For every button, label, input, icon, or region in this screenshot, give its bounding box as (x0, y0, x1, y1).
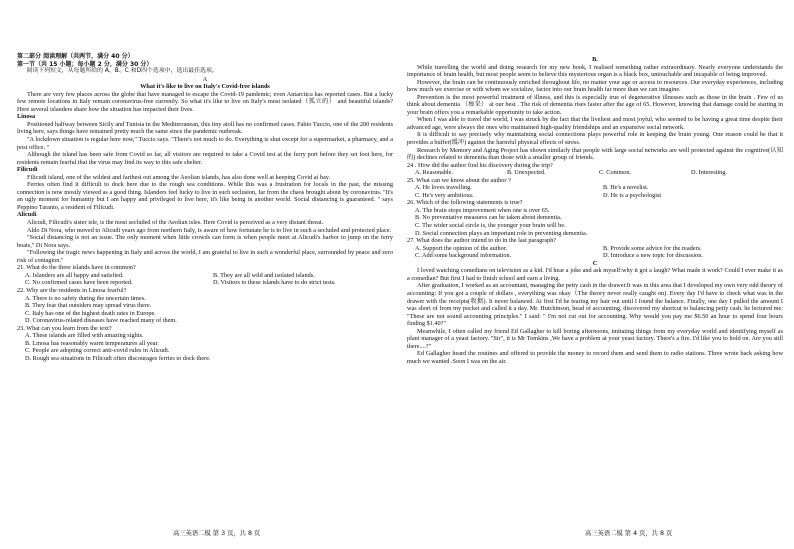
option: C. Italy has one of the highest death rates in Europe. (25, 309, 156, 317)
option: A. He loves travelling. (415, 184, 472, 192)
option: C. No confirmed cases have been reported. (25, 279, 133, 287)
section-heading: 第一节（共 15 小题；每小题 2 分，满分 30 分） (17, 60, 153, 68)
options-24 (407, 169, 783, 177)
option: A. Support the opinion of the author. (415, 244, 508, 252)
passage-a-title: What it's like to live on Italy's Covid-free islands (140, 83, 270, 91)
option: A. Reasonable. (415, 169, 454, 177)
options-21 (17, 272, 393, 287)
part-heading: 第二部分 阅读理解（共两节，满分 40 分） (17, 53, 134, 60)
passage-a-paragraph: Ferries often find it difficult to dock here due to the rough sea conditions. While this was a frustration for locals in the past, the missing connection is now mostly viewed as a good thing. Islanders feel lucky to live in such seclusion, far from the chaos brought about by coronavirus. "It's an ugly moment for humanity but I am happy and privileged to live here, it's like being in another world. Social distancing is guaranteed. " says Peppino Taranto, a resident of Filicudi. (17, 181, 393, 211)
option: C. People are adopting correct anti-covid rules in Alicudi. (25, 347, 170, 355)
passage-a-paragraph: Although the island has been safe from Covid so far, all visitors are required to take a Covid test at the ferry port before they set foot here, for residents remain fearful that the virus may find its way to this safe shelter. (17, 151, 393, 166)
option: A. The brain stops improvement when one is over 65. (415, 206, 550, 214)
option: C. He's very ambitious. (415, 191, 474, 199)
option: D. Rough sea situations in Filicudi often discourages ferries to dock there. (25, 354, 211, 362)
question-25: 25. What can we know about the author ? (407, 176, 511, 184)
question-23: 23. What can you learn from the text? (17, 324, 112, 332)
question-24: 24 . How did the author find his discovery during the trip? (407, 161, 553, 169)
passage-c-paragraph: After graduation, I worked as an accountant, managing the petty cash in the drawer.It was in this area that I developed my own very odd theory of accounting: If you got a couple of dollars , everything was okay（The theory never really caught on). Every day I'd have to check what was in the drawer with the receipts(收据). It never balanced. At first I'd be tearing my hair out until I found the balance. Finally, one day I pulled the amount I was short of from my pocket and called it a day. Mr. Hutchinson, head of accounting, discovered my shortcut to balancing petty cash. he lectured me: "These are not sound accounting principles." I said: " I'm not cut out for accounting. Why would you pay me $6.50 an hour to spend four hours finding $1.40?" (407, 282, 783, 328)
option: B. Provide some advice for the readers. (603, 244, 702, 252)
question-26: 26. Which of the following statements is true? (407, 199, 523, 207)
option: D. Coronavirus-related diseases have reached many of them. (25, 317, 177, 325)
options-27 (407, 245, 783, 260)
passage-a-paragraph: Aldo Di Nora, who moved to Alicudi years ago from northern Italy, is aware of how fortunate he is to live in such a secluded and protected place. (27, 226, 392, 234)
passage-b-paragraph: When I was able to travel the world, I was struck by the fact that the liveliest and most joyful, who seemed to be having a great time despite their advanced age, were always the ones who maintained high-quality friendships and an expansive social network. (407, 116, 783, 131)
option: D. Introduce a new topic for discussion. (603, 252, 703, 260)
passage-b-paragraph: However, the brain can be continuously enriched throughout life, no matter your age or access to resources. Our everyday experiences, including how much we exercise or with whom we socialize, factor into our brain health far more than we can imagine. (407, 78, 783, 94)
options-25 (407, 184, 783, 199)
passage-a-paragraph: Positioned halfway between Sicily and Tunisia in the Mediterranean, this tiny atoll has no confirmed cases. Fabio Tuccio, one of the 200 residents living here, says things have remained pretty much the same since the pandemic outbreak. (17, 120, 393, 136)
passage-a-paragraph: "A lockdown situation is regular here now," Tuccio says. "There's not much to do. Everything is shut except for a supermarket, a pharmacy, and a post office. " (17, 136, 393, 151)
option: A. Islanders are all happy and satisfied. (25, 271, 124, 279)
passage-a-paragraph: "Following the tragic news happening in Italy and across the world, I am grateful to live in such a wonderful place, surrounded by peace and zero risk of contagion." (17, 249, 393, 264)
passage-c-paragraph: Meanwhile, I often called my friend Ed Gallagher to kill boring afternoons, imitating things from my everyday world and identifying myself as plant manager of a yeast factory. "Sir", it is Mr Tomkins ,We have a problem at your yeast factory. There's a fire. I'd like you to hold on. Are you still there....?" (407, 327, 783, 350)
option: B. He's a novelist. (603, 184, 649, 192)
passage-a-paragraph: Alicudi, Filicudi's sister isle, is the most secluded of the Aeolian isles. Here Covid is perceived as a very distant threat. (27, 219, 324, 227)
option: B. No preventative measures can be taken about dementia. (415, 214, 562, 222)
option: B. They are all wild and isolated islands. (213, 271, 315, 279)
right-page-column (407, 56, 783, 365)
subheading-alicudi: Alicudi (17, 211, 37, 219)
subheading-linosa: Linosa (17, 113, 36, 121)
passage-a-paragraph: There are very few places across the globe that have managed to escape the Covid-19 pandemic; even Antarctica has reported cases. But a lucky few remote locations in Italy remain coronavirus-free currently. So what it's like to live on Italy's most isolated（孤立的） and beautiful islands? Here several islanders share how the situation has impacted their lives. (17, 90, 393, 113)
option: D. He is a psychologist (603, 191, 662, 199)
page-footer-left: 高三英语二模 第 3 页，共 8 页 (173, 530, 261, 537)
question-22: 22. Why are the residents in Linosa fearful? (17, 286, 127, 294)
passage-c-paragraph: I loved watching comedians on television as a kid. I'd hear a joke and ask myself:why it got a laugh? What made it work? Could I ever make it as a comedian? But first I had to finish school and earn a living. (407, 267, 783, 282)
option: C. The wider social circle is, the younger your brain will be. (415, 222, 566, 230)
option: D. Social connection plays an important role in preventing dementia. (415, 229, 588, 237)
option: B. Linosa has reasonably warm temperatures all year. (25, 339, 159, 347)
passage-a-paragraph: Filicudi island, one of the wildest and farthest out among the Aeolian islands, has also done well at keeping Covid at bay. (27, 173, 331, 181)
passage-a-letter: A (202, 75, 208, 83)
option: B. Unexpected. (507, 169, 546, 177)
left-page-column (17, 53, 393, 362)
passage-b-letter: B. (592, 56, 598, 63)
passage-b-paragraph: It is difficult to say precisely why maintaining social connections plays powerful role in keeping the brain young. One reason could be that it provides a buffer(缓冲) against the harmful physical effects of stress. (407, 131, 783, 147)
option: A. There is no safety during the uncertain times. (25, 294, 146, 302)
passage-b-paragraph: While travelling the world and doing research for my new book, I realised something rather extraordinary. Nearly everyone understands the importance of brain health, but most people seem to believe this mysterious organ is a black box, untouchable and incapable of being improved. (407, 63, 783, 79)
option: D. Interesting. (691, 169, 727, 177)
page-footer-right: 高三英语二模 第 4 页，共 8 页 (585, 530, 673, 537)
option: C. Common. (599, 169, 632, 177)
passage-c-paragraph: Ed Gallagher heard the routines and offered to provide the money to record them and send them to radio stations. Three wrote back asking how much we wanted .Soon I was on the air. (407, 350, 783, 365)
option: B. They fear that outsiders may spread virus there. (25, 302, 152, 310)
passage-a-paragraph: "Social distancing is not an issue. The only moment when little crowds can form is when people meet at Alicudi's harbor to jump on the ferry boats," Di Nora says. (17, 234, 393, 249)
option: A. These islands are filled with amazing sights. (25, 332, 144, 340)
instructions: 阅读下列短文，从每题所给的 A、B、C 和D四个选项中，选出最佳选项。 (26, 68, 218, 75)
passage-b-paragraph: Research by Memory and Aging Project has shown similarly that people with large social networks are well protected against the cognitive(认知的) declines related to dementia than those with a smaller group of friends. (407, 146, 783, 162)
question-21: 21. What do the three islands have in common? (17, 264, 136, 272)
question-27: 27. What does the author intend to do in the last paragraph? (407, 237, 557, 245)
subheading-filicudi: Filicudi (17, 166, 38, 174)
passage-c-letter: C (592, 259, 598, 267)
option: D. Visitors to these islands have to do strict tests. (213, 279, 336, 287)
option: C. Add some background information. (415, 252, 512, 260)
passage-b-paragraph: Prevention is the most powerful treatment of illness, and this is especially true of degenerative illnesses such as those in the brain . Few of us think about dementia （痴呆） at our best . The risk of dementia rises faster after the age of 65. However, knowing that damage could be starting in your brain offers you a remarkable opportunity to take action. (407, 93, 783, 116)
